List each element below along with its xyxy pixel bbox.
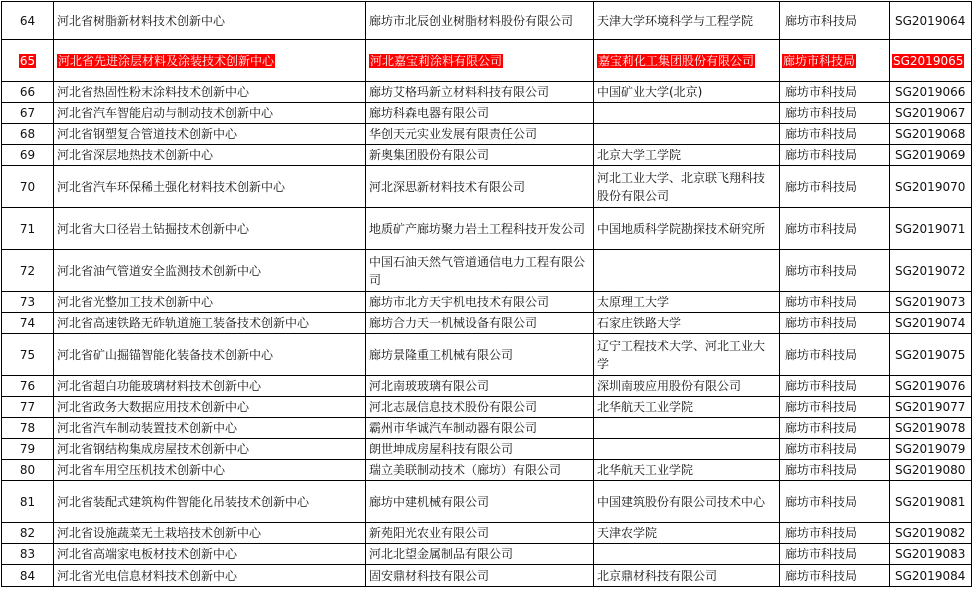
cell-number	[2, 313, 54, 334]
cell-company	[366, 145, 594, 166]
cell-partner	[594, 313, 780, 334]
cell-code	[890, 418, 972, 439]
cell-code-text: SG2019080	[895, 463, 966, 477]
cell-bureau-text: 廊坊市科技局	[785, 494, 858, 509]
cell-center-name	[54, 439, 366, 460]
table-row	[2, 523, 972, 544]
cell-company-text: 中国石油天然气管道通信电力工程有限公司	[369, 254, 586, 287]
cell-bureau-text: 廊坊市科技局	[785, 526, 858, 540]
cell-bureau	[780, 460, 890, 481]
cell-center-name-text: 河北省装配式建筑构件智能化吊装技术创新中心	[57, 494, 310, 509]
cell-number	[2, 376, 54, 397]
cell-number	[2, 40, 54, 82]
cell-number	[2, 481, 54, 523]
cell-center-name	[54, 103, 366, 124]
cell-partner	[594, 2, 780, 40]
cell-company-text: 地质矿产廊坊聚力岩土工程科技开发公司	[369, 221, 586, 236]
cell-partner-text: 石家庄铁路大学	[597, 316, 682, 330]
cell-code	[890, 565, 972, 587]
cell-partner	[594, 292, 780, 313]
cell-center-name	[54, 523, 366, 544]
cell-number-text: 64	[19, 13, 36, 28]
cell-center-name	[54, 313, 366, 334]
cell-partner-text: 中国矿业大学(北京)	[597, 85, 703, 99]
cell-bureau	[780, 376, 890, 397]
cell-partner-text: 北华航天工业学院	[597, 400, 694, 414]
cell-center-name-text: 河北省钢结构集成房屋技术创新中心	[57, 442, 250, 456]
cell-bureau	[780, 166, 890, 208]
cell-center-name-text: 河北省车用空压机技术创新中心	[57, 463, 226, 477]
cell-number-text: 67	[19, 106, 36, 120]
cell-bureau	[780, 2, 890, 40]
cell-partner-text: 太原理工大学	[597, 295, 670, 309]
cell-company	[366, 40, 594, 82]
cell-code-text: SG2019075	[895, 347, 966, 362]
cell-code	[890, 523, 972, 544]
cell-number	[2, 250, 54, 292]
table-row	[2, 250, 972, 292]
table-row	[2, 82, 972, 103]
cell-number-text: 78	[19, 421, 36, 435]
cell-partner	[594, 439, 780, 460]
cell-code	[890, 82, 972, 103]
table-row	[2, 565, 972, 587]
cell-partner	[594, 145, 780, 166]
cell-center-name-text: 河北省树脂新材料技术创新中心	[57, 13, 226, 28]
cell-company	[366, 292, 594, 313]
cell-partner	[594, 460, 780, 481]
cell-center-name	[54, 208, 366, 250]
cell-center-name	[54, 292, 366, 313]
cell-company-text: 朗世坤成房屋科技有限公司	[369, 442, 514, 456]
cell-number	[2, 208, 54, 250]
cell-number	[2, 460, 54, 481]
cell-code-text: SG2019076	[895, 379, 966, 393]
cell-bureau	[780, 103, 890, 124]
cell-number	[2, 418, 54, 439]
table-row	[2, 208, 972, 250]
cell-code-text: SG2019077	[895, 400, 966, 414]
cell-company	[366, 334, 594, 376]
cell-center-name-text: 河北省高速铁路无砟轨道施工装备技术创新中心	[57, 316, 310, 330]
table-row	[2, 166, 972, 208]
cell-partner	[594, 103, 780, 124]
table-row	[2, 481, 972, 523]
cell-code	[890, 208, 972, 250]
cell-center-name	[54, 397, 366, 418]
table-row	[2, 418, 972, 439]
cell-number-text: 81	[19, 494, 36, 509]
cell-partner	[594, 334, 780, 376]
cell-company	[366, 397, 594, 418]
cell-code-text: SG2019081	[895, 494, 966, 509]
cell-company-text: 廊坊市北方天宇机电技术有限公司	[369, 295, 550, 309]
cell-number-text: 68	[19, 127, 36, 141]
cell-bureau	[780, 145, 890, 166]
cell-partner	[594, 82, 780, 103]
cell-center-name-text: 河北省政务大数据应用技术创新中心	[57, 400, 250, 414]
table-row	[2, 145, 972, 166]
cell-center-name	[54, 82, 366, 103]
cell-bureau-text: 廊坊市科技局	[785, 421, 858, 435]
cell-company-text: 固安鼎材科技有限公司	[369, 568, 490, 583]
cell-center-name	[54, 544, 366, 565]
innovation-center-table	[1, 1, 972, 587]
cell-company	[366, 481, 594, 523]
cell-code	[890, 544, 972, 565]
cell-bureau-text: 廊坊市科技局	[785, 85, 858, 99]
cell-center-name-text: 河北省热固性粉末涂料技术创新中心	[57, 85, 250, 99]
cell-bureau	[780, 208, 890, 250]
cell-bureau-text: 廊坊市科技局	[785, 442, 858, 456]
cell-number-text: 76	[19, 379, 36, 393]
cell-bureau	[780, 313, 890, 334]
cell-bureau	[780, 418, 890, 439]
cell-company	[366, 544, 594, 565]
cell-center-name	[54, 460, 366, 481]
cell-company-text: 廊坊中建机械有限公司	[369, 494, 490, 509]
cell-center-name	[54, 2, 366, 40]
cell-bureau	[780, 523, 890, 544]
cell-center-name	[54, 418, 366, 439]
cell-bureau	[780, 40, 890, 82]
cell-code	[890, 250, 972, 292]
cell-bureau	[780, 334, 890, 376]
cell-number	[2, 544, 54, 565]
cell-company-text: 廊坊景隆重工机械有限公司	[369, 347, 514, 362]
cell-company-text: 廊坊科森电器有限公司	[369, 106, 490, 120]
cell-partner	[594, 40, 780, 82]
table-row	[2, 397, 972, 418]
cell-company	[366, 2, 594, 40]
cell-code-text: SG2019079	[895, 442, 966, 456]
cell-company	[366, 124, 594, 145]
cell-center-name	[54, 334, 366, 376]
cell-number-text: 72	[19, 263, 36, 278]
cell-bureau-text: 廊坊市科技局	[785, 347, 858, 362]
cell-number	[2, 103, 54, 124]
cell-partner-text: 深圳南玻应用股份有限公司	[597, 379, 742, 393]
cell-bureau-text: 廊坊市科技局	[785, 221, 858, 236]
cell-code-text: SG2019067	[895, 106, 966, 120]
cell-center-name-text: 河北省油气管道安全监测技术创新中心	[57, 263, 262, 278]
cell-code-text: SG2019082	[895, 526, 966, 540]
cell-bureau-text: 廊坊市科技局	[785, 127, 858, 141]
cell-bureau-text: 廊坊市科技局	[785, 568, 858, 583]
cell-company	[366, 565, 594, 587]
cell-bureau-text: 廊坊市科技局	[785, 400, 858, 414]
cell-partner-text: 北华航天工业学院	[597, 463, 694, 477]
table-row	[2, 124, 972, 145]
cell-company-text: 霸州市华诚汽车制动器有限公司	[369, 421, 538, 435]
cell-center-name	[54, 565, 366, 587]
cell-number	[2, 565, 54, 587]
cell-center-name	[54, 145, 366, 166]
table-row	[2, 334, 972, 376]
cell-number-text: 77	[19, 400, 36, 414]
cell-partner	[594, 397, 780, 418]
cell-code	[890, 439, 972, 460]
cell-code-text: SG2019084	[895, 568, 966, 583]
cell-code	[890, 292, 972, 313]
cell-bureau	[780, 565, 890, 587]
cell-bureau-text: 廊坊市科技局	[785, 106, 858, 120]
cell-number-text: 83	[19, 547, 36, 561]
cell-bureau	[780, 439, 890, 460]
cell-code-text: SG2019078	[895, 421, 966, 435]
cell-code	[890, 2, 972, 40]
table-row	[2, 313, 972, 334]
cell-company-text: 河北嘉宝莉涂料有限公司	[370, 53, 503, 68]
cell-center-name	[54, 166, 366, 208]
cell-number	[2, 82, 54, 103]
cell-company	[366, 523, 594, 544]
table-row	[2, 544, 972, 565]
cell-partner	[594, 376, 780, 397]
cell-center-name-text: 河北省高端家电板材技术创新中心	[57, 547, 238, 561]
cell-bureau	[780, 250, 890, 292]
cell-partner-text: 天津农学院	[597, 526, 658, 540]
cell-company	[366, 103, 594, 124]
cell-center-name-text: 河北省汽车环保稀土强化材料技术创新中心	[57, 179, 286, 194]
cell-code	[890, 166, 972, 208]
cell-center-name-text: 河北省大口径岩土钻掘技术创新中心	[57, 221, 250, 236]
cell-number	[2, 166, 54, 208]
cell-number-text: 73	[19, 295, 36, 309]
cell-bureau	[780, 124, 890, 145]
cell-company	[366, 418, 594, 439]
cell-partner	[594, 544, 780, 565]
table-row	[2, 460, 972, 481]
cell-code-text: SG2019064	[895, 13, 966, 28]
cell-code	[890, 124, 972, 145]
cell-center-name-text: 河北省汽车制动装置技术创新中心	[57, 421, 238, 435]
cell-number	[2, 523, 54, 544]
cell-company-text: 廊坊艾格玛新立材料科技有限公司	[369, 85, 550, 99]
cell-company-text: 河北志晟信息技术股份有限公司	[369, 400, 538, 414]
cell-company-text: 河北南玻玻璃有限公司	[369, 379, 490, 393]
table-row	[2, 376, 972, 397]
cell-company-text: 瑞立美联制动技术（廊坊）有限公司	[369, 463, 562, 477]
cell-code-text: SG2019065	[893, 53, 964, 68]
cell-code-text: SG2019071	[895, 221, 966, 236]
cell-center-name-text: 河北省深层地热技术创新中心	[57, 148, 214, 162]
cell-number-text: 74	[19, 316, 36, 330]
cell-company-text: 廊坊合力天一机械设备有限公司	[369, 316, 538, 330]
cell-company	[366, 208, 594, 250]
cell-bureau-text: 廊坊市科技局	[785, 179, 858, 194]
cell-partner	[594, 250, 780, 292]
cell-code	[890, 313, 972, 334]
cell-code-text: SG2019083	[895, 547, 966, 561]
cell-number-text: 75	[19, 347, 36, 362]
cell-number	[2, 145, 54, 166]
cell-center-name-text: 河北省设施蔬菜无土栽培技术创新中心	[57, 526, 262, 540]
table-row	[2, 2, 972, 40]
cell-number-text: 79	[19, 442, 36, 456]
cell-center-name-text: 河北省矿山掘锚智能化装备技术创新中心	[57, 347, 274, 362]
cell-bureau-text: 廊坊市科技局	[785, 148, 858, 162]
cell-center-name-text: 河北省先进涂层材料及涂装技术创新中心	[58, 53, 275, 68]
cell-bureau-text: 廊坊市科技局	[785, 263, 858, 278]
cell-number	[2, 124, 54, 145]
cell-company-text: 河北北望金属制品有限公司	[369, 547, 514, 561]
cell-bureau-text: 廊坊市科技局	[785, 295, 858, 309]
table-row	[2, 103, 972, 124]
cell-number-text: 70	[19, 179, 36, 194]
cell-company	[366, 250, 594, 292]
cell-company-text: 新苑阳光农业有限公司	[369, 526, 490, 540]
cell-partner-text: 嘉宝莉化工集团股份有限公司	[598, 53, 755, 68]
cell-center-name	[54, 40, 366, 82]
cell-bureau	[780, 292, 890, 313]
cell-code	[890, 40, 972, 82]
cell-company	[366, 313, 594, 334]
table-row	[2, 439, 972, 460]
cell-company-text: 新奥集团股份有限公司	[369, 148, 490, 162]
cell-number-text: 69	[19, 148, 36, 162]
table-row	[2, 292, 972, 313]
cell-code	[890, 145, 972, 166]
cell-number-text: 84	[19, 568, 36, 583]
table-body	[2, 2, 972, 587]
cell-center-name-text: 河北省汽车智能启动与制动技术创新中心	[57, 106, 274, 120]
cell-number-text: 82	[19, 526, 36, 540]
cell-code	[890, 334, 972, 376]
cell-center-name	[54, 250, 366, 292]
cell-partner	[594, 418, 780, 439]
cell-partner-text: 辽宁工程技术大学、河北工业大学	[597, 338, 766, 371]
cell-code-text: SG2019074	[895, 316, 966, 330]
cell-partner	[594, 208, 780, 250]
cell-bureau	[780, 544, 890, 565]
cell-center-name-text: 河北省光整加工技术创新中心	[57, 295, 214, 309]
cell-number	[2, 439, 54, 460]
cell-company	[366, 376, 594, 397]
cell-partner-text: 北京鼎材科技有限公司	[597, 568, 718, 583]
cell-partner	[594, 481, 780, 523]
cell-code-text: SG2019070	[895, 179, 966, 194]
cell-center-name-text: 河北省超白功能玻璃材料技术创新中心	[57, 379, 262, 393]
cell-company-text: 华创天元实业发展有限责任公司	[369, 127, 538, 141]
cell-number-text: 80	[19, 463, 36, 477]
cell-company	[366, 439, 594, 460]
cell-number	[2, 2, 54, 40]
cell-bureau-text: 廊坊市科技局	[785, 13, 858, 28]
cell-code	[890, 481, 972, 523]
cell-code	[890, 103, 972, 124]
cell-company	[366, 166, 594, 208]
cell-code-text: SG2019072	[895, 263, 966, 278]
cell-number-text: 65	[19, 53, 36, 68]
cell-company-text: 河北深思新材料技术有限公司	[369, 179, 526, 194]
cell-code	[890, 397, 972, 418]
cell-partner	[594, 523, 780, 544]
cell-partner	[594, 124, 780, 145]
cell-bureau-text: 廊坊市科技局	[785, 379, 858, 393]
cell-center-name	[54, 481, 366, 523]
cell-code-text: SG2019066	[895, 85, 966, 99]
cell-center-name	[54, 124, 366, 145]
cell-partner-text: 中国地质科学院勘探技术研究所	[597, 221, 766, 236]
cell-code-text: SG2019068	[895, 127, 966, 141]
cell-code	[890, 460, 972, 481]
cell-number	[2, 397, 54, 418]
cell-partner-text: 北京大学工学院	[597, 148, 682, 162]
cell-bureau-text: 廊坊市科技局	[785, 547, 858, 561]
cell-number	[2, 334, 54, 376]
cell-company	[366, 460, 594, 481]
cell-center-name-text: 河北省钢塑复合管道技术创新中心	[57, 127, 238, 141]
cell-code-text: SG2019069	[895, 148, 966, 162]
cell-bureau	[780, 397, 890, 418]
cell-number	[2, 292, 54, 313]
cell-partner	[594, 166, 780, 208]
cell-bureau-text: 廊坊市科技局	[783, 53, 856, 68]
cell-company-text: 廊坊市北辰创业树脂材料股份有限公司	[369, 13, 574, 28]
cell-bureau-text: 廊坊市科技局	[785, 463, 858, 477]
cell-bureau-text: 廊坊市科技局	[785, 316, 858, 330]
cell-center-name-text: 河北省光电信息材料技术创新中心	[57, 568, 238, 583]
cell-bureau	[780, 481, 890, 523]
cell-number-text: 71	[19, 221, 36, 236]
cell-code	[890, 376, 972, 397]
cell-number-text: 66	[19, 85, 36, 99]
table-row	[2, 40, 972, 82]
cell-partner-text: 中国建筑股份有限公司技术中心	[597, 494, 766, 509]
cell-partner	[594, 565, 780, 587]
cell-partner-text: 河北工业大学、北京联飞翔科技股份有限公司	[597, 170, 766, 203]
cell-bureau	[780, 82, 890, 103]
cell-code-text: SG2019073	[895, 295, 966, 309]
cell-partner-text: 天津大学环境科学与工程学院	[597, 13, 754, 28]
cell-company	[366, 82, 594, 103]
cell-center-name	[54, 376, 366, 397]
